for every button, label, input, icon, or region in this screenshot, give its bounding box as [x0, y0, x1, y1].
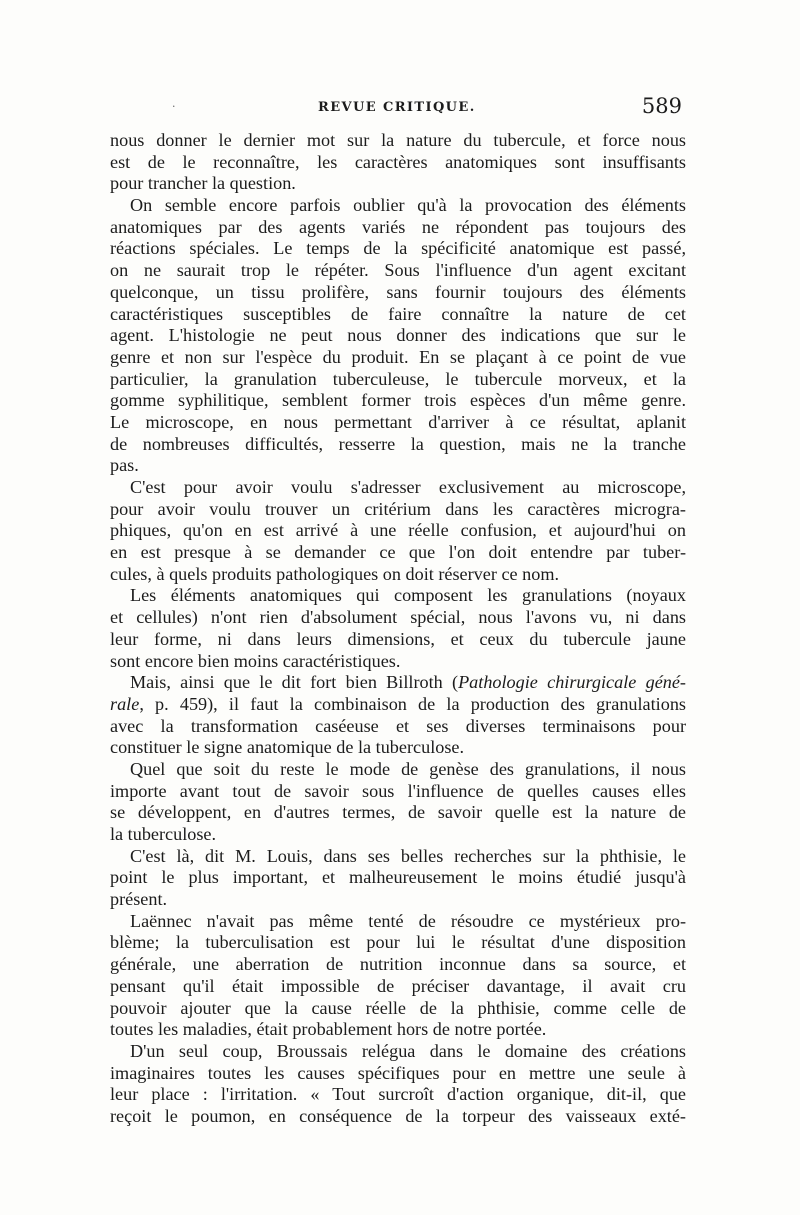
paragraph-start-line	[110, 672, 686, 694]
body-text	[110, 130, 686, 1128]
text-line: quelconque, un tissu prolifère, sans fournir toujours des éléments	[110, 281, 686, 302]
text-line: caractéristiques susceptibles de faire connaître la nature de cet	[110, 303, 686, 324]
text-line: cules, à quels produits pathologiques on doit réserver ce nom.	[110, 563, 560, 584]
text-line: pensant qu'il était impossible de préciser davantage, il avait cru	[110, 975, 686, 996]
text-line: se développent, en d'autres termes, de savoir quelle est la nature de	[110, 802, 686, 823]
text-line: pour avoir voulu trouver un critérium dans les caractères microgra-	[110, 498, 686, 519]
paragraph-start-line: Laënnec n'avait pas même tenté de résoudre ce mystérieux pro-	[130, 910, 686, 931]
paragraph-start-line: Les éléments anatomiques qui composent les granulations (noyaux	[130, 585, 686, 606]
text-line: phiques, qu'on en est arrivé à une réelle confusion, et aujourd'hui on	[110, 520, 686, 541]
text-line: réactions spéciales. Le temps de la spécificité anatomique est passé,	[110, 238, 686, 259]
text-line: présent.	[110, 889, 168, 910]
text-line: avec la transformation caséeuse et ses diverses terminaisons pour	[110, 715, 686, 736]
paragraph-start-line: C'est là, dit M. Louis, dans ses belles recherches sur la phthisie, le	[130, 845, 686, 866]
paragraph-start-line: Quel que soit du reste le mode de genèse des granulations, il nous	[130, 758, 686, 779]
text-line: et cellules) n'ont rien d'absolument spécial, nous l'avons vu, ni dans	[110, 607, 686, 628]
paragraph-start-line: D'un seul coup, Broussais relégua dans le domaine des créations	[130, 1040, 686, 1061]
text-line: leur forme, ni dans leurs dimensions, et ceux du tubercule jaune	[110, 628, 686, 649]
text-line: Le microscope, en nous permettant d'arriver à ce résultat, aplanit	[110, 411, 686, 432]
text-line: leur place : l'irritation. « Tout surcroît d'action organique, dit-il, que	[110, 1084, 686, 1105]
text-line: pour trancher la question.	[110, 173, 296, 194]
text-line: genre et non sur l'espèce du produit. En se plaçant à ce point de vue	[110, 346, 686, 367]
book-title-italic-end: rale	[110, 693, 140, 714]
paragraph-start-line: On semble encore parfois oublier qu'à la provocation des éléments	[130, 195, 686, 216]
text-line: de nombreuses difficultés, resserre la question, mais ne la tranche	[110, 433, 686, 454]
text-line: imaginaires toutes les causes spécifiques pour en mettre une seule à	[110, 1062, 686, 1083]
running-head	[110, 96, 686, 124]
text-line: point le plus important, et malheureusement le moins étudié jusqu'à	[110, 867, 686, 888]
paragraph-start-line: C'est pour avoir voulu s'adresser exclusivement au microscope,	[130, 477, 686, 497]
text-line: blème; la tuberculisation est pour lui le résultat d'une disposition	[110, 932, 686, 953]
text-line: nous donner le dernier mot sur la nature du tubercule, et force nous	[110, 130, 686, 150]
text-line: pouvoir ajouter que la cause réelle de la phthisie, comme celle de	[110, 997, 686, 1018]
text-line: en est presque à se demander ce que l'on doit entendre par tuber-	[110, 542, 686, 563]
header-dot: ·	[172, 100, 176, 113]
text-line: pas.	[110, 455, 139, 476]
text-line: importe avant tout de savoir sous l'influence de quelles causes elles	[110, 780, 686, 801]
text-line: est de le reconnaître, les caractères anatomiques sont insuffisants	[110, 151, 686, 172]
text-line: constituer le signe anatomique de la tuberculose.	[110, 737, 465, 758]
text-line: gomme syphilitique, semblent former trois espèces d'un même genre.	[110, 390, 686, 411]
text-line: anatomiques par des agents variés ne répondent pas toujours des	[110, 216, 686, 237]
text-line: particulier, la granulation tuberculeuse, le tubercule morveux, et la	[110, 368, 686, 389]
billroth-plain-text: Mais, ainsi que le dit fort bien Billroth (	[130, 672, 459, 693]
book-title-italic: Pathologie chirurgicale géné-	[458, 672, 686, 693]
citation-rest-text: , p. 459), il faut la combinaison de la production des granulations	[139, 693, 686, 714]
text-line: la tuberculose.	[110, 824, 217, 844]
text-line: sont encore bien moins caractéristiques.	[110, 650, 401, 671]
text-line: générale, une aberration de nutrition inconnue dans sa source, et	[110, 954, 686, 975]
page-number: 589	[641, 94, 682, 118]
text-line: on ne saurait trop le répéter. Sous l'influence d'un agent excitant	[110, 260, 686, 281]
text-line: toutes les maladies, était probablement hors de notre portée.	[110, 1019, 547, 1040]
text-line: agent. L'histologie ne peut nous donner des indications que sur le	[110, 325, 686, 346]
text-line: reçoit le poumon, en conséquence de la torpeur des vaisseaux exté-	[110, 1105, 686, 1126]
text-line	[110, 694, 686, 716]
running-title: REVUE CRITIQUE.	[318, 100, 476, 115]
